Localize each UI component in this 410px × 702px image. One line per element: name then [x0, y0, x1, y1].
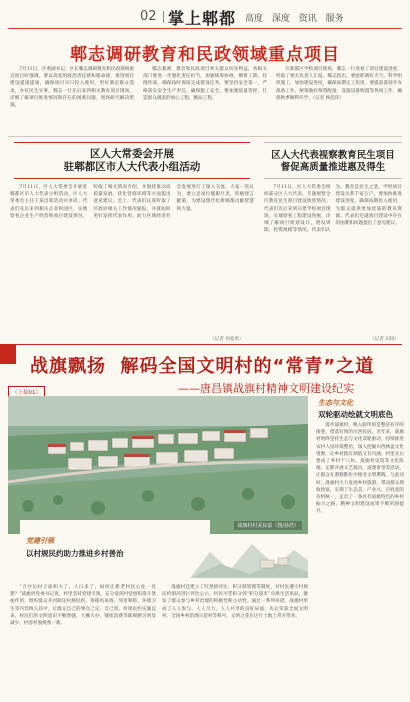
right-story-title-line-1: 区人大代表视察教育民生项目 [271, 150, 395, 161]
left-story-rule-bottom [14, 178, 250, 179]
feature-bottom-left-text: “合并后村子面积大了，人口多了，如何让新老村民心往一处想？”战旗村党委书记说，村里坚持党建引领，充分发挥村党组织战斗堡垒作用，组织群众共同制定村规民约，将移风易俗、邻里和睦、环境卫生等内容纳入其中，让群众自己的事自己定、自己管。村规民约实施以来，村民们的文明意识不断增强，大操大办、铺张浪费等陈规陋习明显减少，村容村貌焕然一新。 [10, 585, 156, 627]
landscape-illustration [190, 530, 308, 578]
right-story-byline: （记者 田园） [370, 337, 400, 342]
right-story-title-line-2: 督促高质量推进惠及得生 [280, 162, 386, 173]
feature-bottom-middle-text: 战旗村还建立了红黑榜评比、积分制管理等制度，对村民遵守村规民约情况进行评比公示，村民可凭积分到“积分超市”兑换生活用品，激发了群众参与乡村治理的积极性和主动性。通过一系列举措，战旗村形成了人人参与、人人尽力、人人共享的良好局面，先后荣获全国文明村、全国乡村治理示范村等称号，文明之花在这片土地上常开常青。 [162, 585, 308, 619]
masthead-rule [8, 28, 402, 29]
top-story-col-2 [143, 66, 267, 134]
feature-tag-ecology-subtitle: 双轮驱动绘就文明底色 [318, 410, 393, 419]
section-tags: 高度 深度 资讯 服务 [245, 14, 344, 24]
party-building-inset [20, 520, 210, 578]
feature-bottom-left [10, 584, 156, 698]
section-divider [8, 136, 402, 137]
main-headline: 郫志调研教育和民政领域重点项目 [70, 45, 340, 65]
feature-tag-party: 党建引领 [26, 537, 54, 545]
photo-caption: 战旗村村美民富（图/孙浩） [234, 521, 302, 530]
left-story-title-line-2: 驻郫都区市人大代表小组活动 [63, 161, 201, 173]
left-story-rule-top [14, 142, 250, 143]
section-title: 掌上郫都 [168, 9, 237, 28]
feature-right-text: 漫步战旗村，映入眼帘的是整洁有序的街巷、错落有致的川西民居。近年来，战旗村始终坚持生态与文化双轮驱动，持续推进农村人居环境整治，深入挖掘川西林盘文化资源，让乡村既有颜值又有内涵。村里先后建成了乡村十八坊、战旗村史馆等文化阵地，定期开展文艺演出、道德讲堂等活动，让群众在潜移默化中接受文明熏陶。与此同时，战旗村大力发展乡村旅游，带动群众增收致富，实现了生态美、产业兴、百姓富的有机统一，走出了一条具有战旗特色的乡村振兴之路，精神文明建设成果不断巩固提升。 [316, 423, 404, 515]
left-story-title [8, 148, 256, 174]
top-story-col-3 [276, 66, 402, 134]
feature-right-body [316, 422, 404, 698]
masthead [0, 0, 410, 34]
feature-headline-part-1: 战旗飘扬 [30, 356, 106, 377]
left-story-title-line-1: 区人大常委会开展 [90, 148, 174, 160]
left-story-body [10, 184, 254, 334]
right-story-rule-top [264, 142, 402, 143]
feature-divider [8, 344, 402, 345]
masthead-divider [163, 11, 164, 23]
top-story-text-2: 郫志强调，教育和民政项目事关群众切身利益，各相关部门要进一步强化责任担当，加强统筹协调，倒排工期、挂图作战，确保按时保质完成建设任务。要坚持安全第一，严格落实安全生产责任，确保施工安全。要加强质量管控，打造群众满意的放心工程、精品工程。 [143, 67, 267, 101]
feature-subtitle: ——唐昌镇战旗村精神文明建设纪实 [178, 382, 354, 395]
right-story-rule-bottom [264, 178, 402, 179]
feature-headline-part-2: 解码全国文明村的 [120, 356, 273, 377]
feature-tag-ecology: 生态与文化 [318, 399, 353, 407]
aerial-photo [8, 396, 308, 534]
feature-tag-party-subtitle: 以村规民约助力推进乡村善治 [26, 549, 124, 558]
decorative-landscape [190, 530, 308, 578]
right-story-body [264, 184, 402, 334]
feature-headline [30, 352, 374, 378]
top-story-text-3: 在新都区学校项目现场，郫志一行查看了项目建设进度，听取了相关负责人汇报。郫志指出，要抢抓晴好天气，科学组织施工，加快建设进度，确保如期完工投用。要提前谋划开办准备工作，统筹做好师资配备、设施设备购置等各项工作，确保秋季顺利开学。（记者 杨佳玮） [276, 67, 402, 101]
feature-bottom-middle [162, 584, 308, 698]
feature-headline-quote: “常青”之道 [272, 356, 375, 377]
left-story-text: 7月11日，区人大常委会开展驻郫都区市人大代表小组活动，区人大常委会主任王某出席活动并讲话。代表们先后来到相关企业和园区，实地察看企业生产经营和项目建设情况，听取了相关情况介绍，并围绕推动高质量发展、优化营商环境等方面提出意见建议。会上，代表们认真听取了区政府相关工作情况通报，并就如何更好发挥代表作用、助力区域经济社会发展进行了深入交流。大家一致认为，要立足岗位履职尽责，积极建言献策，为建设现代化新郫都贡献智慧和力量。 [10, 185, 254, 219]
village-aerial-illustration [8, 396, 308, 534]
page-number: 02 [140, 9, 157, 24]
right-story-title [258, 150, 408, 174]
top-story-col-1 [10, 66, 134, 134]
right-story-text: 7月11日，区人大常委会组织部分区人大代表，专题视察全区教育民生项目建设推进情况。代表们先后来到在建学校项目现场，实地察看工程建设进展，详细了解项目规划设计、建设周期、投资规模等情况。代表们认为，教育是民生之基，学校项目建设关系千家万户，要加快推进建设进度，确保按期投入使用，为群众提供更加优质的教育资源。代表们还就项目建设中存在的困难和问题提出了意见建议。 [264, 185, 402, 234]
series-tag: （上接01） [8, 386, 45, 398]
left-story-byline: （记者 何爱勇） [210, 337, 244, 342]
top-story-text-1: 7月11日，区委副书记、区长郫志调研教育和民政领域重点项目时强调，要以高度的政治责任感和使命感，推进项目建设提速提质，确保项目早日投入使用，更好满足群众需求，办好民生实事。郫志一行先后来到相关教育项目现场，详细了解项目推进情况和存在的困难问题，现场研究解决措施。 [10, 67, 134, 109]
